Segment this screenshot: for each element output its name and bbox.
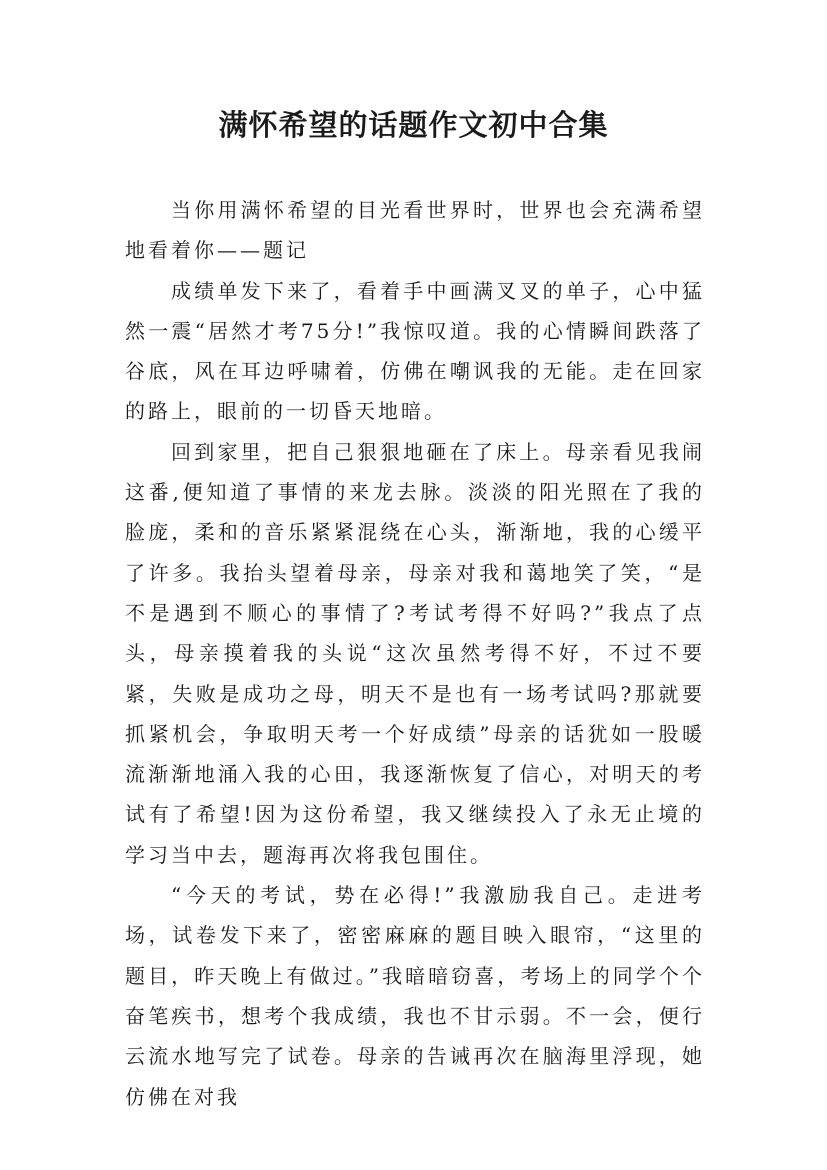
paragraph-exam-day: “今天的考试，势在必得!”我激励我自己。走进考场，试卷发下来了，密密麻麻的题目映入眼帘，“这里的题目，昨天晚上有做过。”我暗暗窃喜，考场上的同学个个奋笔疾书，想考个我成绩，我也不甘示弱。不一会，便行云流水地写完了试卷。母亲的告诫再次在脑海里浮现，她仿佛在对我: [125, 883, 705, 1109]
paragraph-epigraph: 当你用满怀希望的目光看世界时，世界也会充满希望地看着你——题记: [125, 198, 705, 263]
document-body: [125, 190, 705, 1117]
paragraph-report-card: 成绩单发下来了，看着手中画满叉叉的单子，心中猛然一震“居然才考75分!”我惊叹道。我的心情瞬间跌落了谷底，风在耳边呼啸着，仿佛在嘲讽我的无能。走在回家的路上，眼前的一切昏天地暗。: [125, 278, 705, 424]
paragraph-mother-comfort: 回到家里，把自己狠狠地砸在了床上。母亲看见我闹这番,便知道了事情的来龙去脉。淡淡的阳光照在了我的脸庞，柔和的音乐紧紧混绕在心头，渐渐地，我的心缓平了许多。我抬头望着母亲，母亲对我和蔼地笑了笑，“是不是遇到不顺心的事情了?考试考得不好吗?”我点了点头，母亲摸着我的头说“这次虽然考得不好，不过不要紧，失败是成功之母，明天不是也有一场考试吗?那就要抓紧机会，争取明天考一个好成绩”母亲的话犹如一股暖流渐渐地涌入我的心田，我逐渐恢复了信心，对明天的考试有了希望!因为这份希望，我又继续投入了永无止境的学习当中去，题海再次将我包围住。: [125, 439, 705, 867]
document-title: 满怀希望的话题作文初中合集: [218, 108, 609, 142]
